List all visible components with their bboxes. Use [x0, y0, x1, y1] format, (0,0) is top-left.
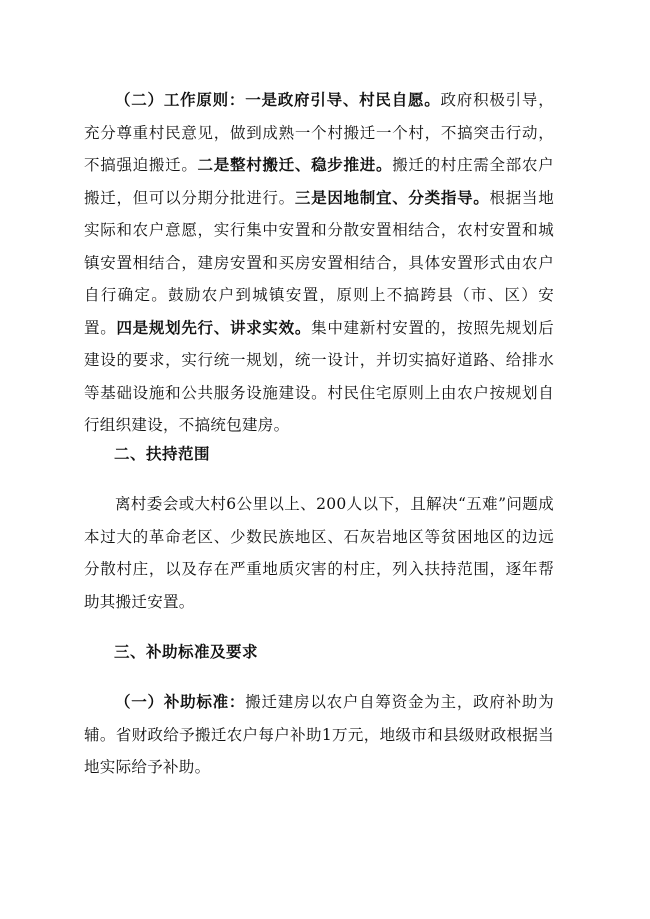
- subsidy-paragraph: [84, 686, 554, 784]
- principle-three-title: 三是因地制宜、分类指导。: [294, 187, 490, 207]
- principle-three-text: 根据当地实际和农户意愿，实行集中安置和分散安置相结合，农村安置和城镇安置相结合，建房安置和买房安置相结合，具体安置形式由农户自行确定。鼓励农户到城镇安置，原则上不搞跨县（市、区）安置。: [84, 188, 554, 337]
- principle-four-text: 集中建新村安置的，按照先规划后建设的要求，实行统一规划，统一设计，并切实搞好道路、给排水等基础设施和公共服务设施建设。村民住宅原则上由农户按规划自行组织建设，不搞统包建房。: [84, 318, 554, 434]
- scope-heading: 二、扶持范围: [114, 445, 211, 463]
- principles-label: （二）工作原则：: [115, 90, 246, 109]
- subsidy-text: 搬迁建房以农户自筹资金为主，政府补助为辅。省财政给予搬迁农户每户补助1万元，地级市和县级财政根据当地实际给予补助。: [84, 693, 554, 776]
- work-principles-paragraph: [84, 84, 554, 442]
- subsidy-heading: 三、补助标准及要求: [114, 643, 259, 661]
- principle-two-title: 二是整村搬迁、稳步推进。: [197, 155, 393, 174]
- principle-two-text: 搬迁的村庄需全部农户搬迁，但可以分期分批进行。: [84, 156, 554, 207]
- principle-one-title: 一是政府引导、村民自愿。: [245, 90, 441, 109]
- principle-one-text: 政府积极引导，充分尊重村民意见，做到成熟一个村搬迁一个村，不搞突击行动，不搞强迫搬迁。: [84, 91, 554, 174]
- principle-four-title: 四是规划先行、讲求实效。: [116, 317, 312, 337]
- subsidy-label: （一）补助标准：: [115, 692, 246, 711]
- scope-paragraph: 离村委会或大村6公里以上、200人以下，且解决“五难”问题成本过大的革命老区、少数民族地区、石灰岩地区等贫困地区的边远分散村庄，以及存在严重地质灾害的村庄，列入扶持范围，逐年帮助其搬迁安置。: [84, 495, 554, 611]
